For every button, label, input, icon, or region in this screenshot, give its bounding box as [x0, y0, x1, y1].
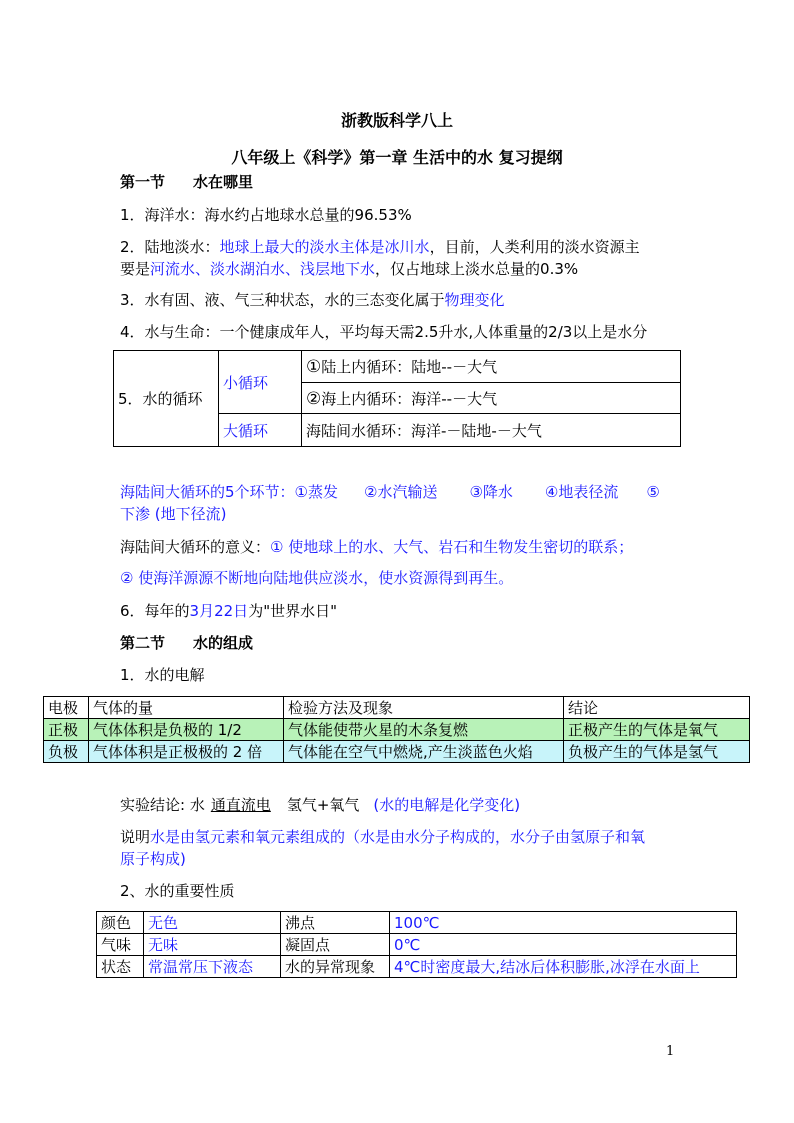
item-4: 4．水与生命：一个健康成年人，平均每天需2.5升水,人体重量的2/3以上是水分	[120, 323, 648, 341]
cycle-label: 5．水的循环	[114, 351, 219, 447]
small-cycle-label: 小循环	[219, 351, 302, 414]
experiment-conclusion: 实验结论: 水 通直流电 氢气+氧气 (水的电解是化学变化)	[120, 796, 521, 814]
explanation-line-2: 原子构成)	[120, 850, 186, 868]
page-number: 1	[666, 1044, 675, 1059]
electrolysis-title: 1．水的电解	[120, 666, 205, 684]
document-subtitle: 八年级上《科学》第一章 生活中的水 复习提纲	[231, 148, 563, 167]
cycle-links-line-2: 下渗 (地下径流)	[120, 505, 227, 523]
section-name: 水在哪里	[193, 173, 254, 191]
item-2-line-2: 要是河流水、淡水湖泊水、浅层地下水，仅占地球上淡水总量的0.3%	[120, 260, 579, 278]
table-header: 电极	[44, 697, 89, 719]
highlight-text: 3月22日	[189, 602, 249, 620]
explanation-line-1: 说明水是由氢元素和氧元素组成的（水是由水分子构成的，水分子由氢原子和氧	[120, 828, 646, 846]
table-header: 检验方法及现象	[284, 697, 564, 719]
small-cycle-2: ②海上内循环：海洋--－大气	[302, 383, 681, 414]
section-number: 第一节	[120, 173, 166, 191]
section-heading-1	[120, 172, 253, 192]
properties-title: 2、水的重要性质	[120, 882, 235, 900]
highlight-text: 地球上最大的淡水主体是冰川水	[219, 238, 430, 256]
highlight-text: 物理变化	[444, 291, 505, 309]
table-row: 状态 常温常压下液态 水的异常现象 4℃时密度最大,结冰后体积膨胀,冰浮在水面上	[97, 956, 737, 978]
properties-table	[96, 911, 737, 978]
table-row: 负极 气体体积是正极极的 2 倍 气体能在空气中燃烧,产生淡蓝色火焰 负极产生的气体是氢气	[44, 741, 750, 763]
big-cycle-label: 大循环	[219, 414, 302, 447]
big-cycle-desc: 海陆间水循环：海洋-－陆地-－大气	[302, 414, 681, 447]
highlight-text: 河流水、淡水湖泊水、浅层地下水	[150, 260, 376, 278]
water-cycle-table	[113, 350, 681, 447]
table-row: 颜色 无色 沸点 100℃	[97, 912, 737, 934]
reaction-condition: 通直流电	[210, 796, 271, 814]
item-2-line-1: 2．陆地淡水：地球上最大的淡水主体是冰川水，目前，人类利用的淡水资源主	[120, 238, 640, 256]
electrolysis-table	[43, 696, 750, 763]
table-row: 正极 气体体积是负极的 1/2 气体能使带火星的木条复燃 正极产生的气体是氧气	[44, 719, 750, 741]
section-number: 第二节	[120, 634, 166, 652]
document-title: 浙教版科学八上	[340, 111, 453, 130]
section-name: 水的组成	[193, 634, 254, 652]
section-heading-2	[120, 633, 253, 653]
table-row: 气味 无味 凝固点 0℃	[97, 934, 737, 956]
table-header: 气体的量	[89, 697, 284, 719]
cycle-links-line-1: 海陆间大循环的5个环节：①蒸发 ②水汽输送 ③降水 ④地表径流 ⑤	[120, 483, 660, 501]
item-3: 3．水有固、液、气三种状态，水的三态变化属于物理变化	[120, 291, 505, 309]
cycle-meaning-2: ② 使海洋源源不断地向陆地供应淡水，使水资源得到再生。	[120, 569, 514, 587]
item-1: 1．海洋水：海水约占地球水总量的96.53%	[120, 206, 412, 224]
item-6: 6．每年的3月22日为"世界水日"	[120, 602, 337, 620]
small-cycle-1: ①陆上内循环：陆地--－大气	[302, 351, 681, 383]
table-header: 结论	[564, 697, 750, 719]
cycle-meaning-1: 海陆间大循环的意义：① 使地球上的水、大气、岩石和生物发生密切的联系；	[120, 538, 634, 556]
